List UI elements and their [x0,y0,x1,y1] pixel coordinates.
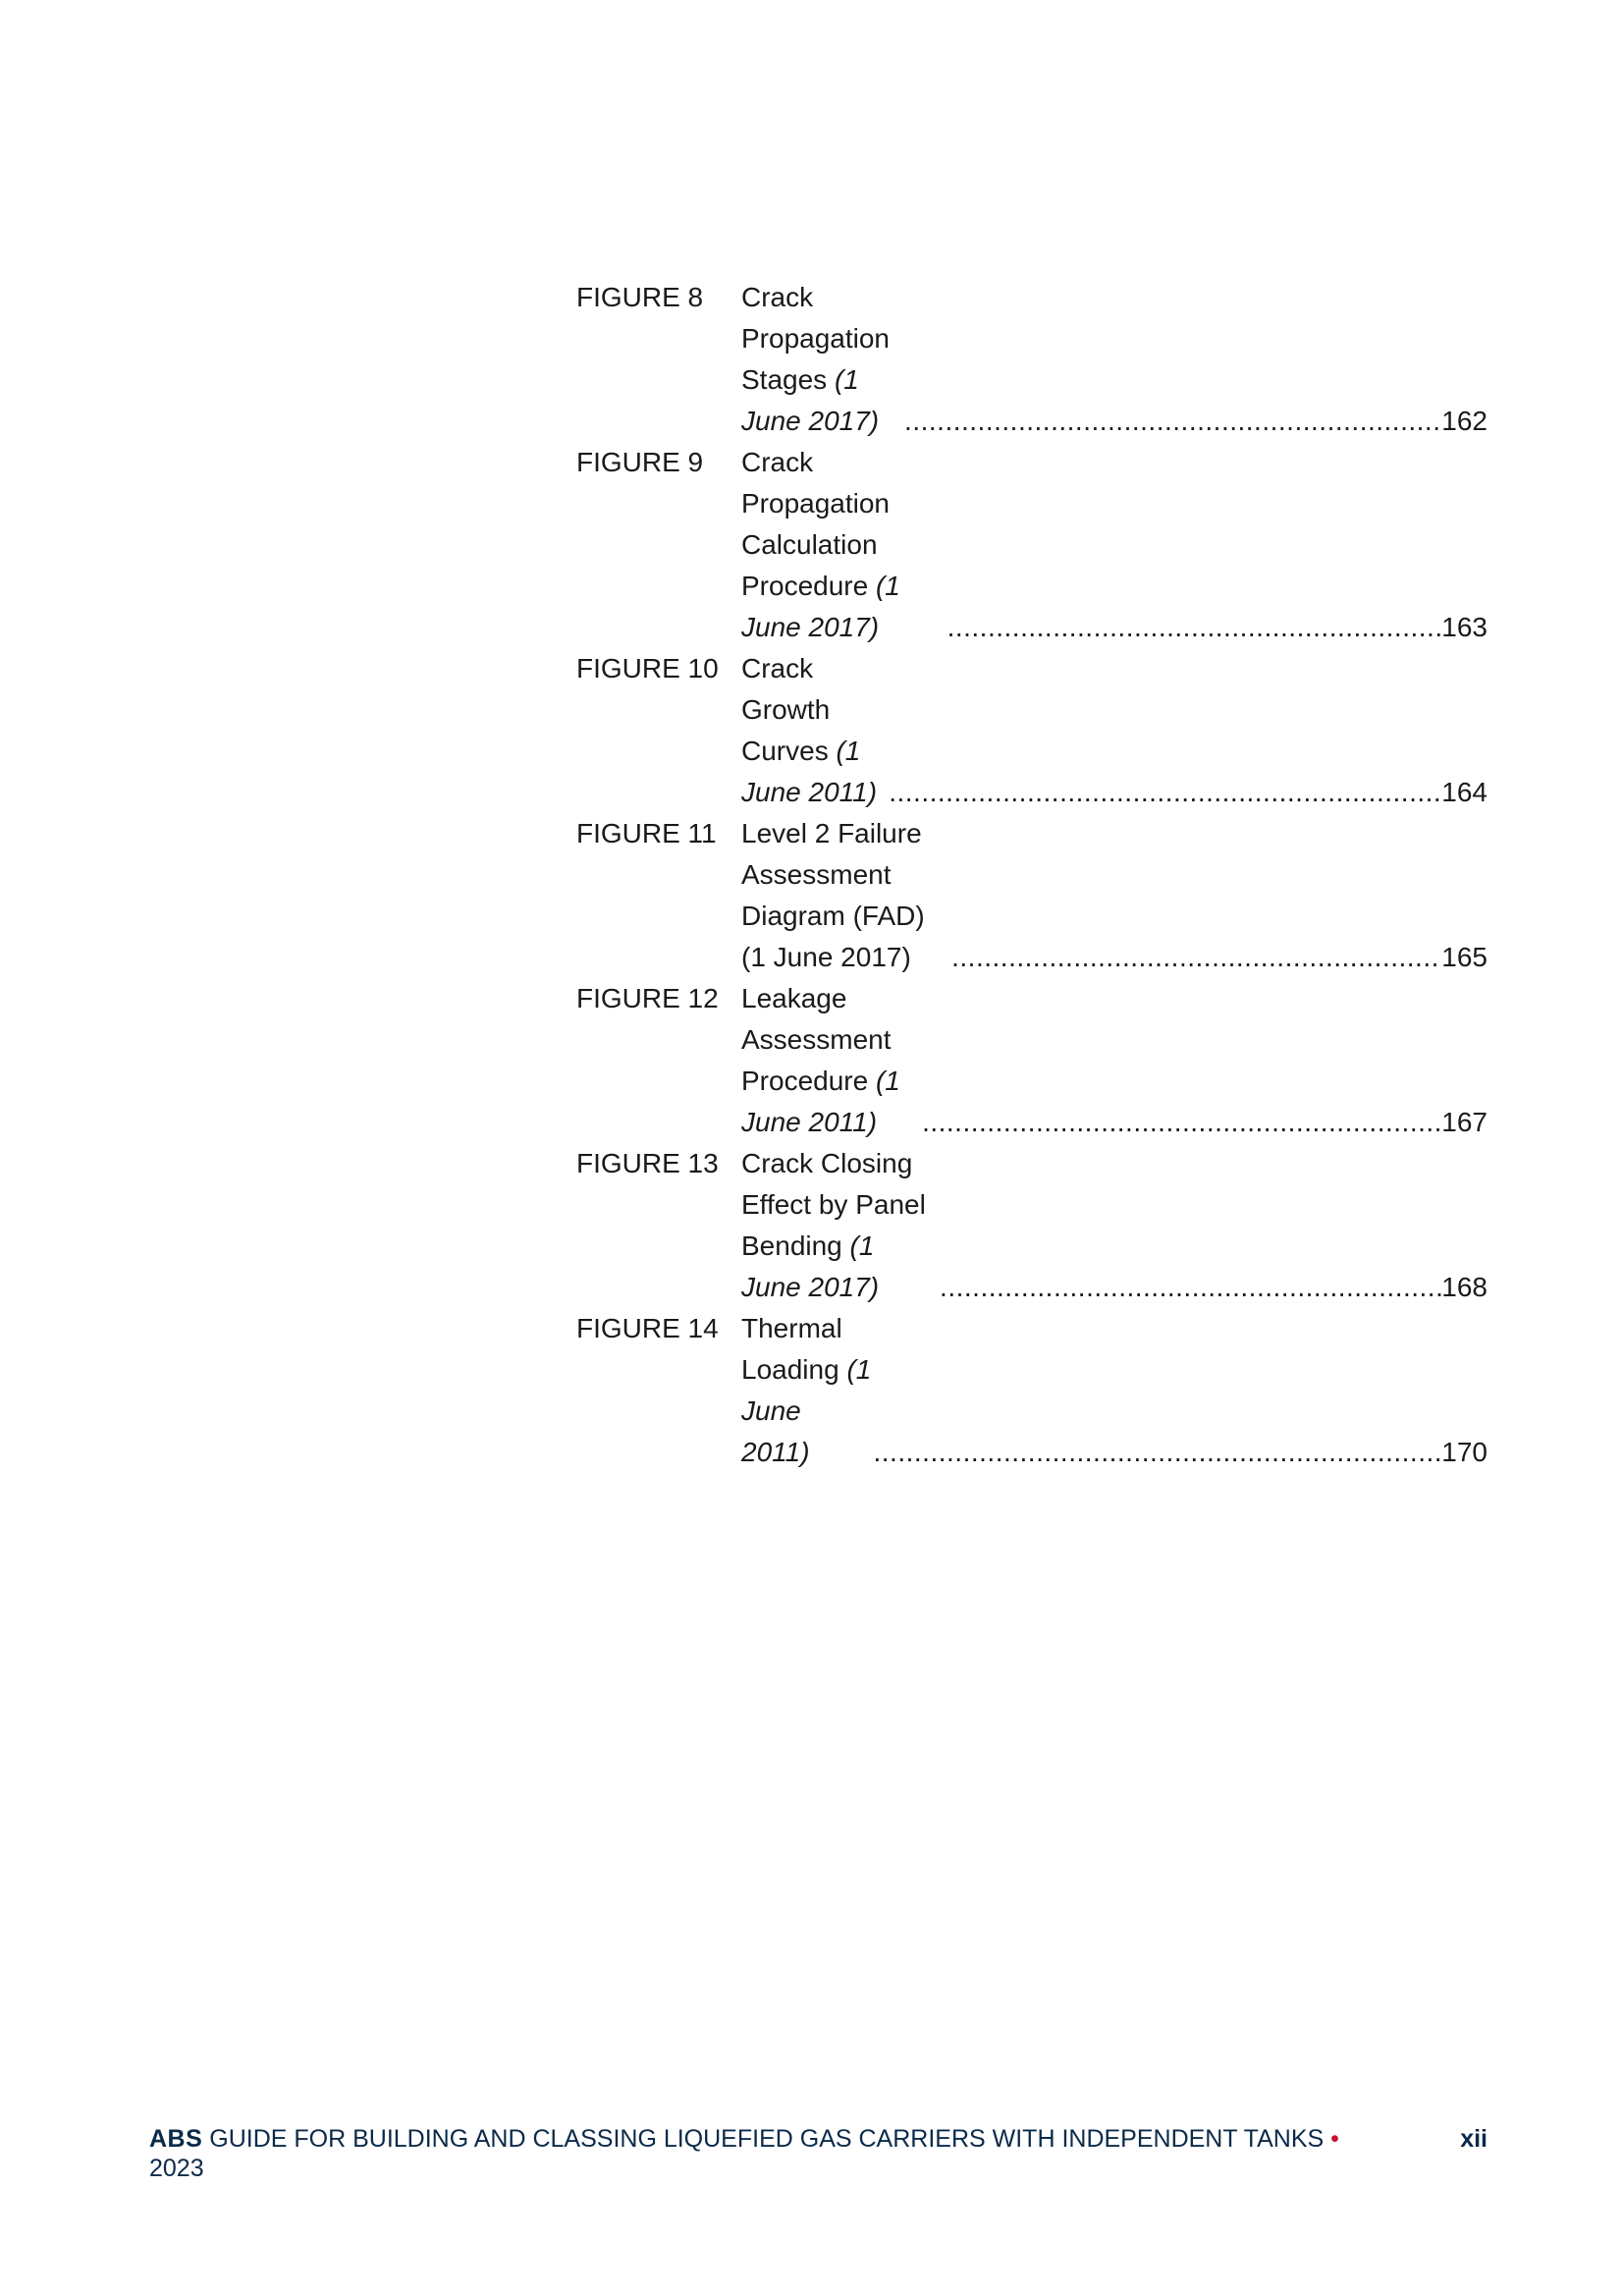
figure-title-text [741,1308,874,1473]
dot-leader [874,1432,1442,1473]
figure-label: FIGURE 9 [576,447,704,477]
figure-date: (1 June 2017) [741,571,900,642]
figure-label: FIGURE 11 [576,818,717,848]
figure-title: Crack Propagation Calculation Procedure [741,447,891,601]
figure-label: FIGURE 13 [576,1148,719,1178]
dot-leader [947,607,1442,648]
page-number: 163 [1441,612,1488,642]
page-number: 165 [1441,942,1488,972]
figure-date: (1 June 2017) [741,1230,880,1302]
figure-date: (1 June 2017) [741,364,880,436]
figure-date: (1 June 2011) [741,1354,872,1467]
figure-title: Crack Propagation Stages [741,282,891,395]
toc-entry[interactable] [576,277,1488,442]
page-number: 164 [1441,777,1488,807]
table-of-figures [576,277,1488,1473]
footer-text: GUIDE FOR BUILDING AND CLASSING LIQUEFIED GAS CARRIERS WITH INDEPENDENT TANKS [209,2125,1325,2153]
footer-guide-title [149,2124,1357,2183]
abs-brand: ABS [149,2125,203,2153]
figure-title: Thermal Loading [741,1313,842,1385]
figure-title: Crack Closing Effect by Panel Bending [741,1148,926,1261]
figure-date: (1 June 2011) [741,736,878,807]
page-number: 168 [1441,1272,1488,1302]
toc-entry[interactable] [576,978,1488,1143]
figure-title-text [741,978,922,1143]
figure-title-text [741,277,904,442]
page-number: 162 [1441,406,1488,436]
figure-title: Leakage Assessment Procedure [741,983,892,1096]
figure-label: FIGURE 14 [576,1313,719,1343]
footer-page-number: xii [1460,2125,1488,2153]
dot-leader [922,1102,1441,1143]
toc-entry[interactable] [576,813,1488,978]
figure-date: (1 June 2011) [741,1066,900,1137]
toc-entry[interactable] [576,648,1488,813]
figure-title: Level 2 Failure Assessment Diagram (FAD) (1 June 2017) [741,818,925,972]
figure-label: FIGURE 8 [576,282,704,312]
dot-leader [951,937,1441,978]
figure-label: FIGURE 12 [576,983,719,1013]
page-number: 167 [1441,1107,1488,1137]
footer-bullet: • [1330,2125,1339,2153]
footer-year: 2023 [149,2155,204,2182]
figure-title-text [741,442,947,648]
figure-title: Crack Growth Curves [741,653,831,766]
toc-entry[interactable] [576,1143,1488,1308]
toc-entry[interactable] [576,442,1488,648]
toc-entry[interactable] [576,1308,1488,1473]
dot-leader [904,401,1441,442]
figure-label: FIGURE 10 [576,653,719,683]
dot-leader [940,1267,1441,1308]
page-number: 170 [1441,1437,1488,1467]
figure-title-text [741,1143,940,1308]
figure-title-text [741,648,889,813]
dot-leader [889,772,1441,813]
page-footer [149,2124,1488,2183]
